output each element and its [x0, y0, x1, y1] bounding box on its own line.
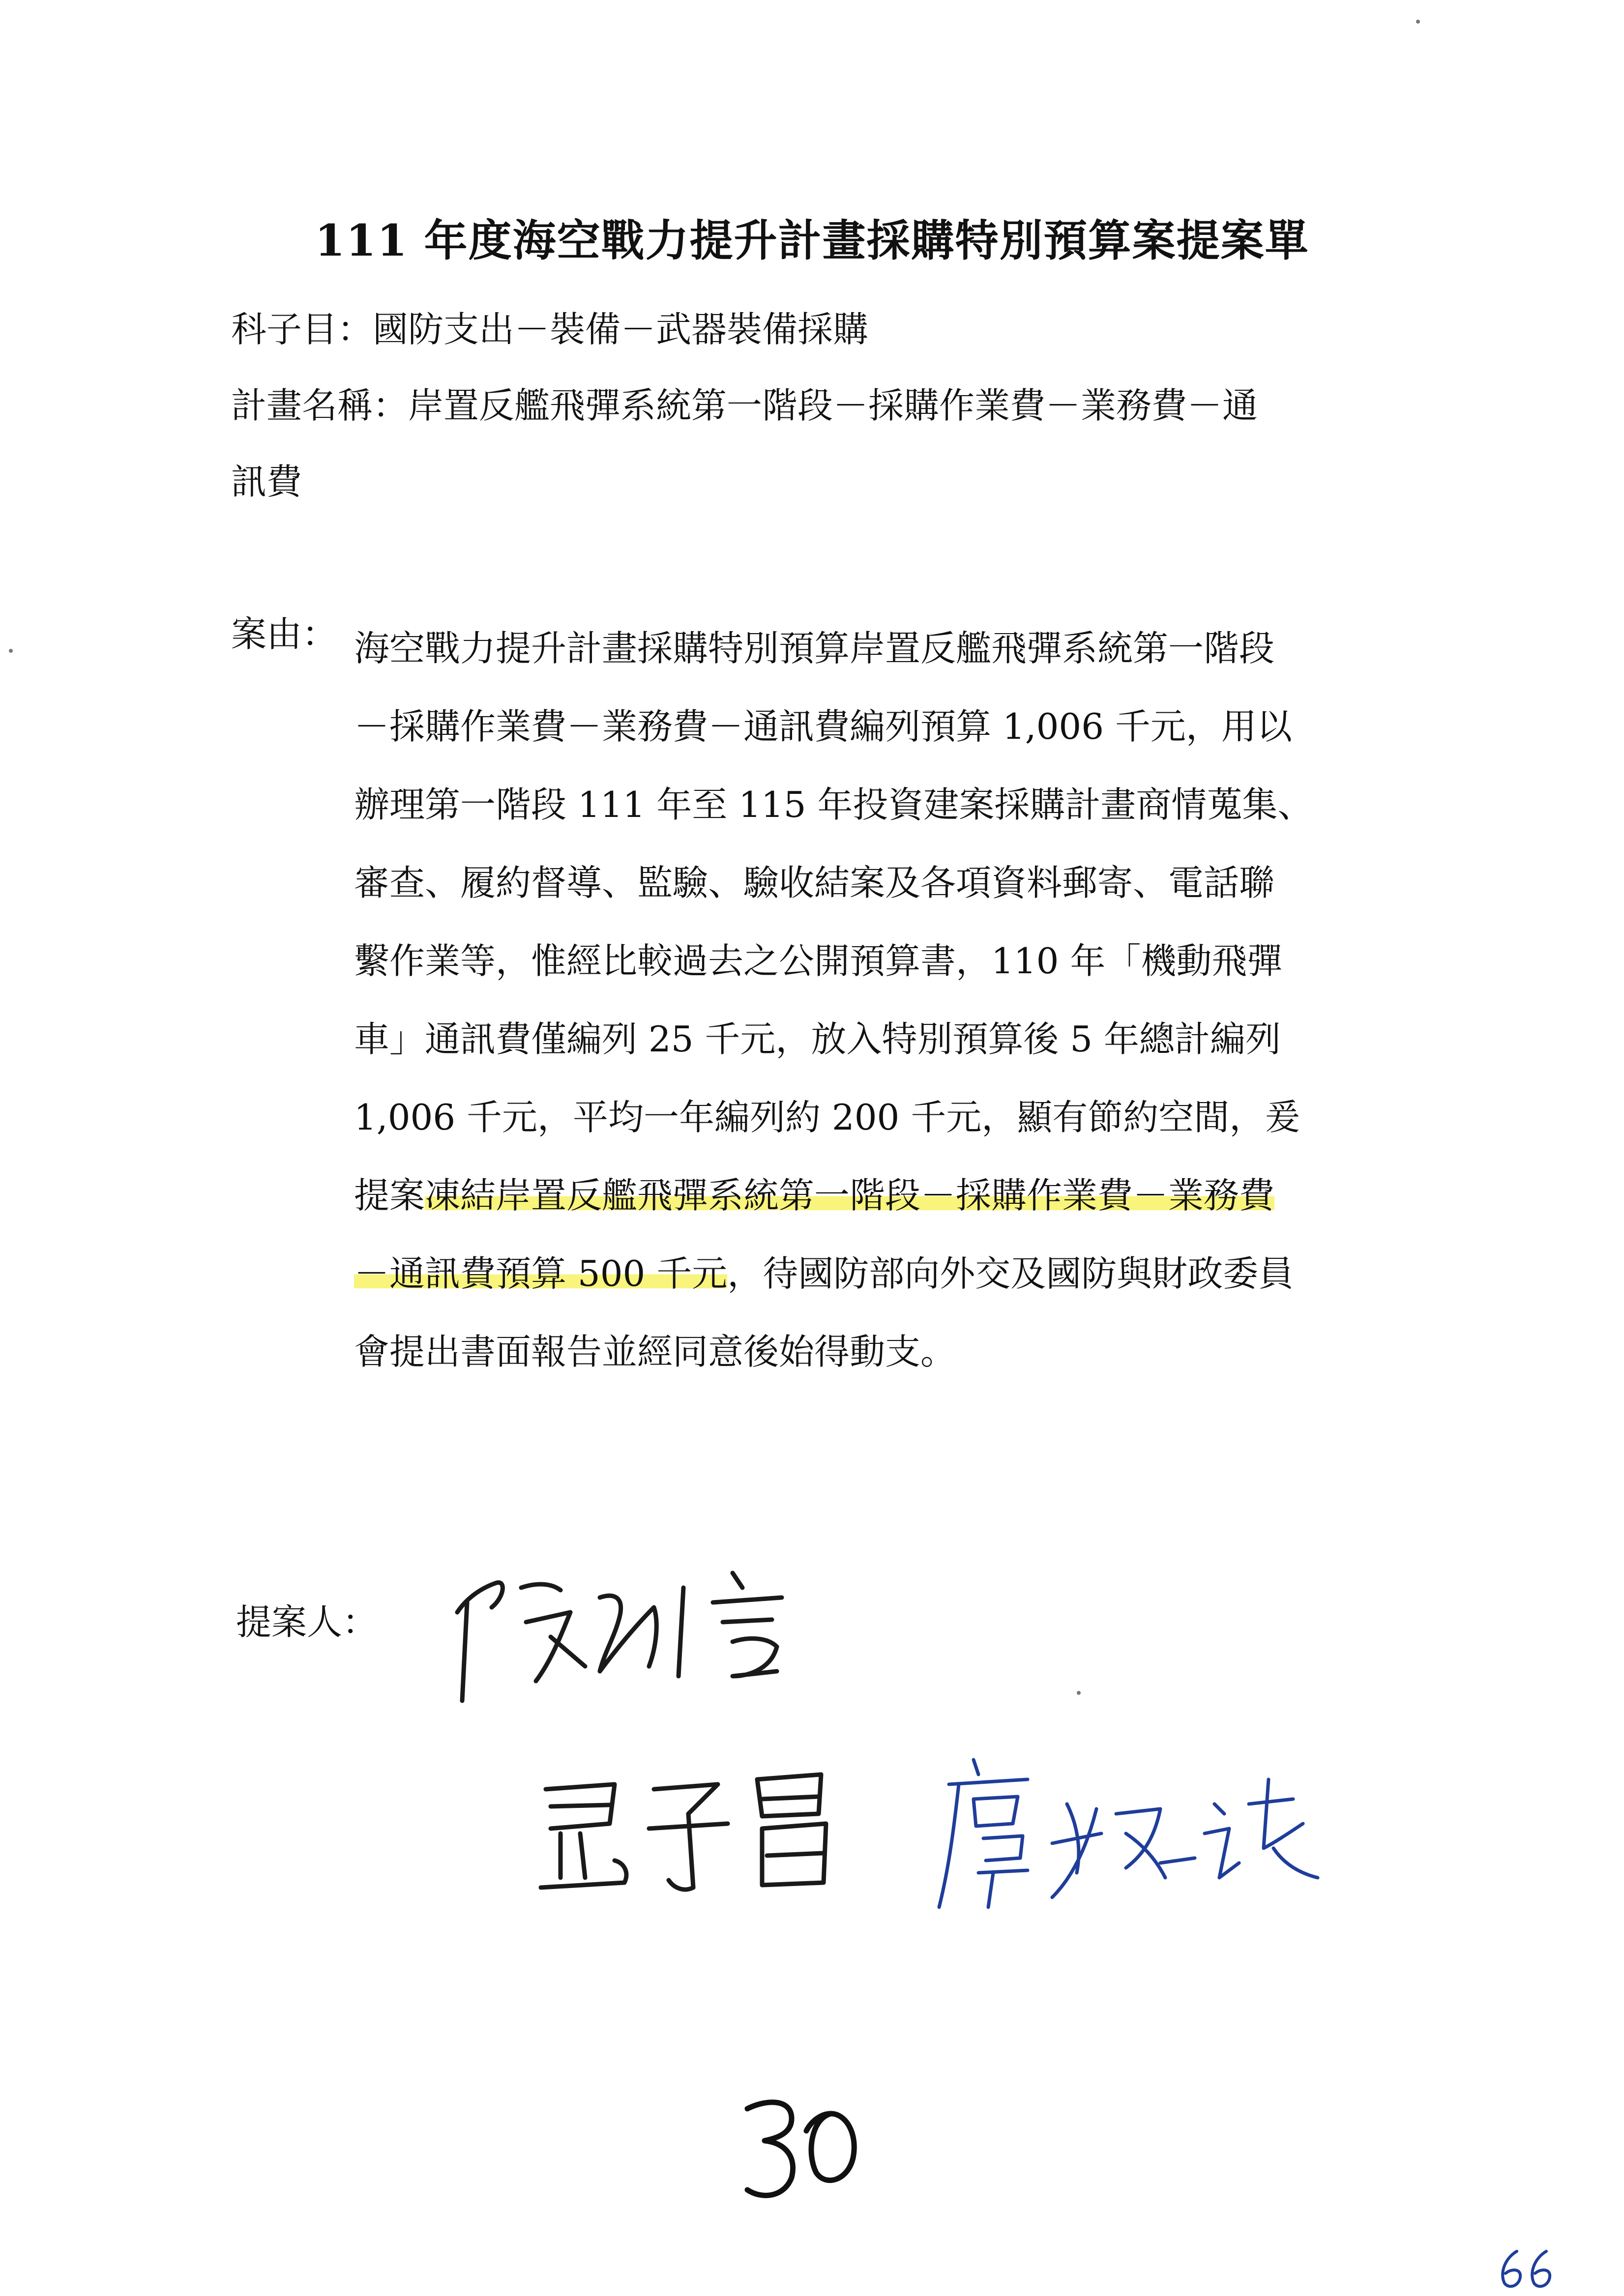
reason-line: 海空戰力提升計畫採購特別預算岸置反艦飛彈系統第一階段 [354, 628, 1275, 669]
subject-line: 科子目：國防支出－裝備－武器裝備採購 [231, 309, 869, 350]
handwritten-page-number-image [1495, 2246, 1559, 2291]
reason-line: 審查、履約督導、監驗、驗收結案及各項資料郵寄、電話聯 [354, 862, 1275, 903]
highlighted-text: －通訊費預算 500 千元 [354, 1253, 728, 1294]
plan-name-line-cont: 訊費 [231, 461, 302, 502]
scan-speck [9, 649, 13, 653]
plan-name-line: 計畫名稱：岸置反艦飛彈系統第一階段－採購作業費－業務費－通 [231, 385, 1258, 426]
scan-speck [1416, 20, 1420, 24]
reason-body [354, 610, 1352, 1391]
reason-line: 車」通訊費僅編列 25 千元，放入特別預算後 5 年總計編列 [354, 1018, 1281, 1060]
scan-speck [1077, 1691, 1081, 1695]
signature-image [438, 1553, 929, 1711]
highlighted-text: 凍結岸置反艦飛彈系統第一階段－採購作業費－業務費 [425, 1175, 1275, 1216]
reason-line: 會提出書面報告並經同意後始得動支。 [354, 1331, 956, 1372]
reason-line-highlighted [354, 1157, 1352, 1235]
reason-line: －採購作業費－業務費－通訊費編列預算 1,006 千元，用以 [354, 706, 1292, 747]
reason-text: ，待國防部向外交及國防與財政委員 [727, 1253, 1294, 1294]
reason-line: 繫作業等，惟經比較過去之公開預算書，110 年「機動飛彈 [354, 940, 1283, 982]
proposer-label: 提案人： [236, 1601, 378, 1643]
reason-label: 案由： [231, 613, 338, 655]
page-title: 111 年度海空戰力提升計畫採購特別預算案提案單 [315, 215, 1309, 266]
handwritten-number-image [738, 2084, 865, 2212]
reason-text: 提案 [354, 1175, 425, 1216]
reason-line-highlighted [354, 1235, 1352, 1313]
reason-line: 1,006 千元，平均一年編列約 200 千元，顯有節約空間，爰 [354, 1097, 1300, 1138]
signature-image [531, 1760, 875, 1907]
signature-image [929, 1750, 1332, 1917]
reason-line: 辦理第一階段 111 年至 115 年投資建案採購計畫商情蒐集、 [354, 784, 1313, 825]
